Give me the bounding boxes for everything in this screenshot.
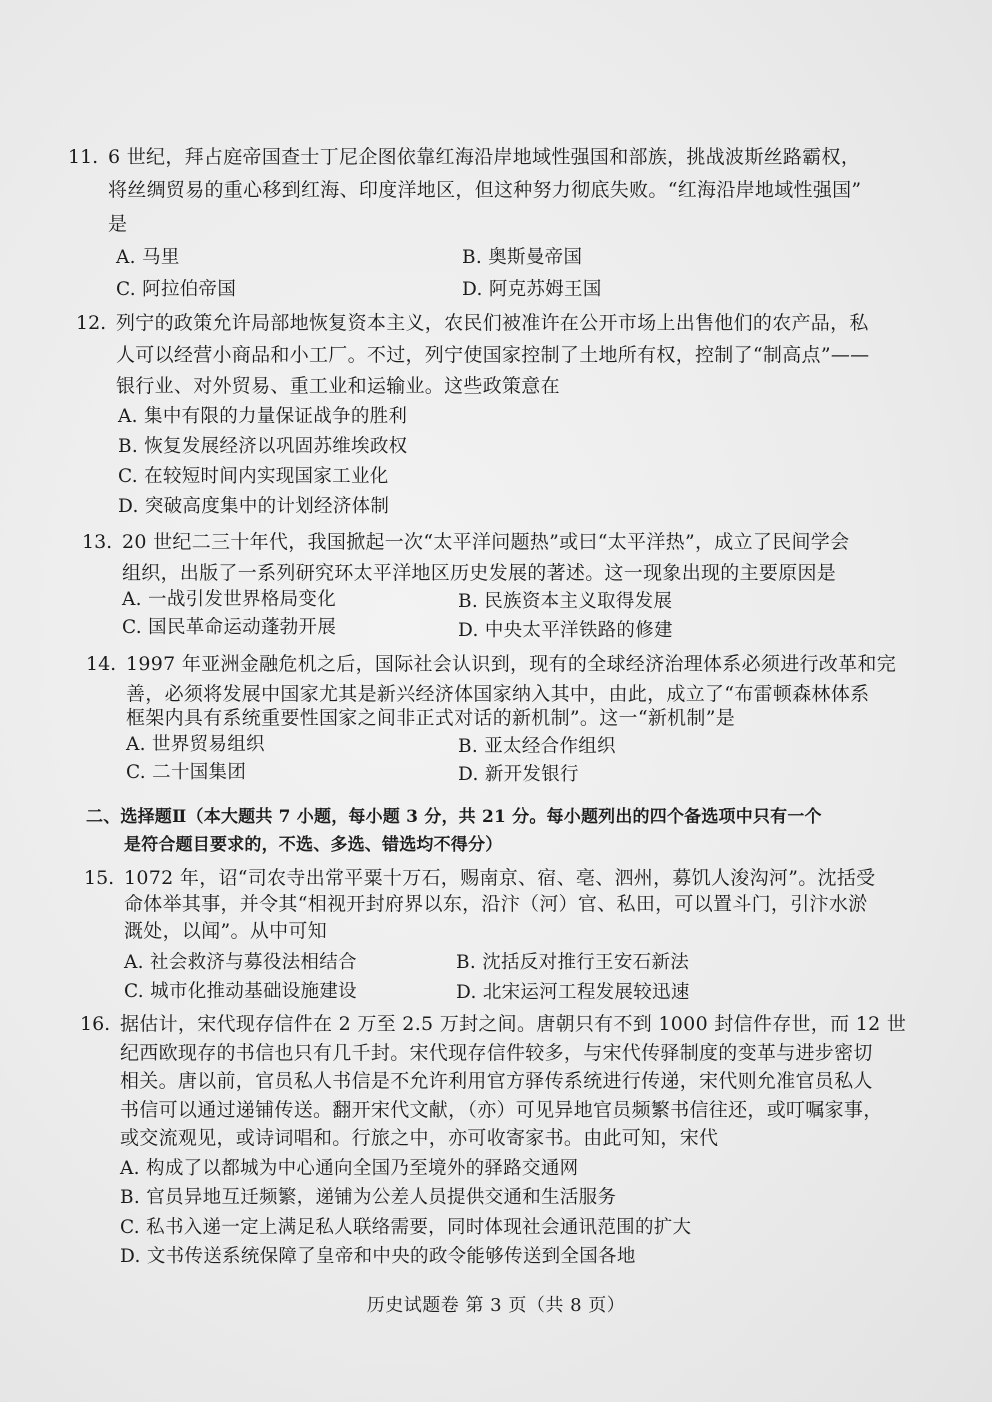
question-text-line: 20 世纪二三十年代，我国掀起一次“太平洋问题热”或曰“太平洋热”，成立了民间学会 <box>122 531 850 553</box>
option-d: D. 阿克苏姆王国 <box>462 279 602 300</box>
question-text-line: 6 世纪，拜占庭帝国查士丁尼企图依靠红海沿岸地域性强国和部族，挑战波斯丝路霸权， <box>108 146 861 168</box>
question-text-line: 是 <box>108 213 128 235</box>
question-text-line: 人可以经营小商品和小工厂。不过，列宁使国家控制了土地所有权，控制了“制高点”—— <box>116 344 870 366</box>
option-c: C. 在较短时间内实现国家工业化 <box>118 466 389 487</box>
question-text-line: 书信可以通过递铺传送。翻开宋代文献，（亦）可见异地官员频繁书信往还，或叮嘱家事， <box>120 1099 883 1121</box>
question-text-line: 将丝绸贸易的重心移到红海、印度洋地区，但这种努力彻底失败。“红海沿岸地域性强国” <box>108 179 862 201</box>
option-c: C. 国民革命运动蓬勃开展 <box>122 617 337 638</box>
question-text-line: 或交流观见，或诗词唱和。行旅之中，亦可收寄家书。由此可知，宋代 <box>120 1127 719 1149</box>
option-d: D. 突破高度集中的计划经济体制 <box>118 496 390 517</box>
question-text-line: 相关。唐以前，官员私人书信是不允许利用官方驿传系统进行传递，宋代则允准官员私人 <box>120 1070 873 1092</box>
option-c: C. 私书入递一定上满足私人联络需要，同时体现社会通讯范围的扩大 <box>120 1217 692 1238</box>
option-a: A. 构成了以都城为中心通向全国乃至境外的驿路交通网 <box>120 1158 579 1179</box>
question-text-line: 框架内具有系统重要性国家之间非正式对话的新机制”。这一“新机制”是 <box>126 707 736 729</box>
option-a: A. 社会救济与募役法相结合 <box>124 952 357 973</box>
option-d: D. 新开发银行 <box>458 764 579 785</box>
option-a: A. 集中有限的力量保证战争的胜利 <box>118 406 408 427</box>
question-number: 13. <box>82 531 113 553</box>
question-text-line: 据估计，宋代现存信件在 2 万至 2.5 万封之间。唐朝只有不到 1000 封信件存世，而 12 世 <box>120 1013 907 1035</box>
section-heading-line: 二、选择题Ⅱ（本大题共 7 小题，每小题 3 分，共 21 分。每小题列出的四个备选项中只有一个 <box>86 807 822 827</box>
option-d: D. 中央太平洋铁路的修建 <box>458 620 673 641</box>
question-number: 16. <box>80 1013 111 1035</box>
option-d: D. 文书传送系统保障了皇帝和中央的政令能够传送到全国各地 <box>120 1246 636 1267</box>
option-a: A. 世界贸易组织 <box>126 734 265 755</box>
option-b: B. 恢复发展经济以巩固苏维埃政权 <box>118 436 408 457</box>
option-c: C. 二十国集团 <box>126 762 247 783</box>
section-heading-line: 是符合题目要求的，不选、多选、错选均不得分） <box>124 835 503 855</box>
question-number: 15. <box>84 867 115 889</box>
question-text-line: 1072 年，诏“司农寺出常平粟十万石，赐南京、宿、亳、泗州，募饥人浚沟河”。沈括受 <box>124 867 876 889</box>
option-b: B. 奥斯曼帝国 <box>462 247 583 268</box>
option-a: A. 一战引发世界格局变化 <box>122 589 337 610</box>
option-b: B. 官员异地互迁频繁，递铺为公差人员提供交通和生活服务 <box>120 1187 617 1208</box>
option-b: B. 民族资本主义取得发展 <box>458 591 673 612</box>
question-text-line: 1997 年亚洲金融危机之后，国际社会认识到，现有的全球经济治理体系必须进行改革和完 <box>126 653 896 675</box>
page-footer: 历史试题卷 第 3 页（共 8 页） <box>366 1295 626 1316</box>
option-a: A. 马里 <box>116 247 180 268</box>
option-c: C. 城市化推动基础设施建设 <box>124 981 357 1002</box>
question-number: 12. <box>76 312 107 334</box>
option-b: B. 亚太经合作组织 <box>458 736 616 757</box>
question-text-line: 善，必须将发展中国家尤其是新兴经济体国家纳入其中，由此，成立了“布雷顿森林体系 <box>126 683 870 705</box>
question-text-line: 银行业、对外贸易、重工业和运输业。这些政策意在 <box>116 375 560 397</box>
option-c: C. 阿拉伯帝国 <box>116 279 237 300</box>
question-text-line: 溉处，以闻”。从中可知 <box>124 920 328 942</box>
question-text-line: 命体举其事，并令其“相视开封府界以东，沿汴（河）官、私田，可以置斗门，引汴水淤 <box>124 893 868 915</box>
option-d: D. 北宋运河工程发展较迅速 <box>456 982 690 1003</box>
question-text-line: 组织，出版了一系列研究环太平洋地区历史发展的著述。这一现象出现的主要原因是 <box>122 562 837 584</box>
option-b: B. 沈括反对推行王安石新法 <box>456 952 690 973</box>
question-text-line: 列宁的政策允许局部地恢复资本主义，农民们被准许在公开市场上出售他们的农产品，私 <box>116 312 869 334</box>
question-number: 11. <box>68 146 99 168</box>
question-number: 14. <box>86 653 117 675</box>
question-text-line: 纪西欧现存的书信也只有几千封。宋代现存信件较多，与宋代传驿制度的变革与进步密切 <box>120 1042 873 1064</box>
